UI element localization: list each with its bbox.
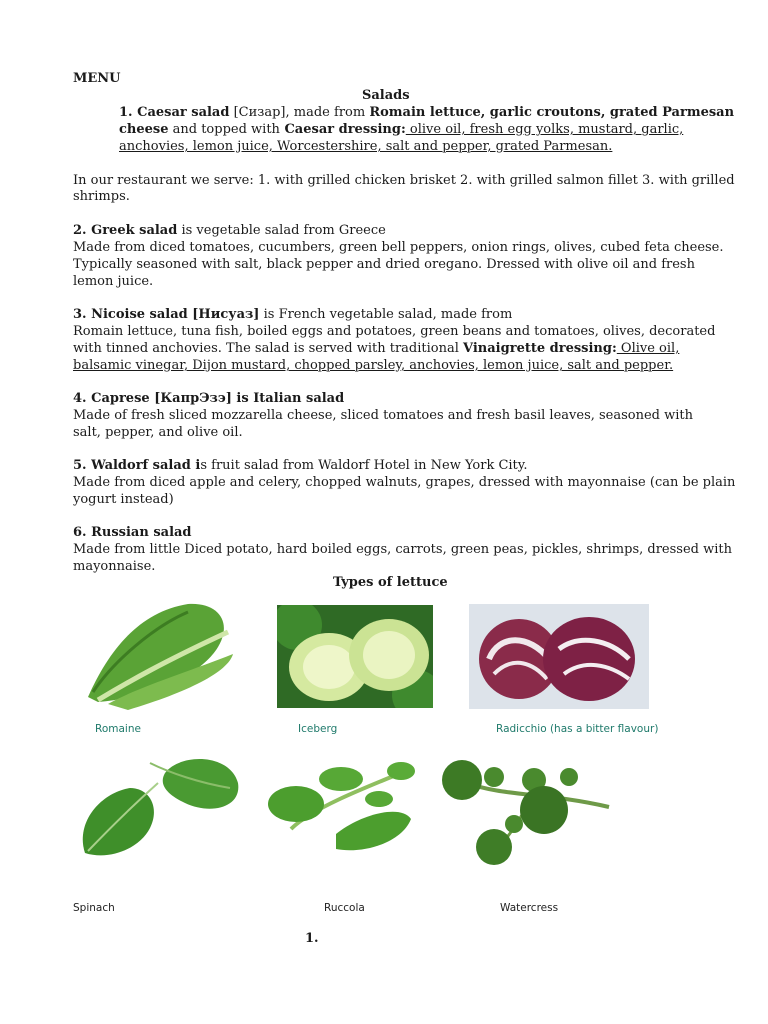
caprese-title: 4. Caprese [КапрЭзэ] is Italian salad xyxy=(73,391,345,406)
nicoise-name: 3. Nicoise salad [Нисуаз] xyxy=(73,307,260,322)
waldorf-name: 5. Waldorf salad i xyxy=(73,458,201,473)
waldorf-line-1: Made from diced apple and celery, chopped walnuts, grapes, dressed with mayonnaise (can be plain xyxy=(73,475,736,490)
caesar-ingredients: Romain lettuce, garlic croutons, grated Parmesan xyxy=(369,105,735,120)
caesar-name: 1. Caesar salad xyxy=(119,105,230,120)
greek-line-2: Typically seasoned with salt, black pepper and dried oregano. Dressed with olive oil and fresh xyxy=(73,257,695,272)
serve-line-2: shrimps. xyxy=(73,189,130,204)
caesar-line-2 xyxy=(119,121,683,138)
radicchio-image xyxy=(469,604,649,709)
iceberg-image xyxy=(277,605,433,708)
spinach-caption: Spinach xyxy=(73,902,115,914)
romaine-caption: Romaine xyxy=(95,723,141,735)
romaine-image xyxy=(68,592,248,718)
caprese-line-2: salt, pepper, and olive oil. xyxy=(73,425,243,440)
waldorf-line-2: yogurt instead) xyxy=(73,492,174,507)
spinach-image xyxy=(70,743,247,865)
radicchio-caption: Radicchio (has a bitter flavour) xyxy=(496,723,659,735)
caesar-line-1 xyxy=(119,104,734,121)
waldorf-desc: s fruit salad from Waldorf Hotel in New York City. xyxy=(200,458,528,473)
caesar-dressing-1: olive oil, fresh egg yolks, mustard, garlic, xyxy=(405,122,684,137)
nicoise-line-1: Romain lettuce, tuna fish, boiled eggs and potatoes, green beans and tomatoes, olives, decorated xyxy=(73,324,716,339)
nicoise-line-2c: Olive oil, xyxy=(616,341,680,356)
caesar-ru: [Сизар], xyxy=(229,105,294,120)
russian-line-1: Made from little Diced potato, hard boiled eggs, carrots, green peas, pickles, shrimps, dressed with xyxy=(73,542,732,557)
caesar-ingredients-2: cheese xyxy=(119,122,169,137)
greek-title xyxy=(73,222,386,239)
greek-line-3: lemon juice. xyxy=(73,274,154,289)
greek-line-1: Made from diced tomatoes, cucumbers, green bell peppers, onion rings, olives, cubed feta cheese. xyxy=(73,240,724,255)
nicoise-title xyxy=(73,306,512,323)
section-title: Salads xyxy=(362,88,410,103)
russian-title: 6. Russian salad xyxy=(73,525,192,540)
nicoise-desc: is French vegetable salad, made from xyxy=(259,307,513,322)
nicoise-line-2a: with tinned anchovies. The salad is served with traditional xyxy=(73,341,464,356)
greek-name: 2. Greek salad xyxy=(73,223,178,238)
ruccola-image xyxy=(251,749,431,869)
caesar-topped: and topped with xyxy=(168,122,280,137)
caesar-made-from: made from xyxy=(293,105,370,120)
caesar-dressing-label: Caesar dressing: xyxy=(279,122,406,137)
footer-number: 1. xyxy=(305,931,319,946)
nicoise-vinaigrette: Vinaigrette dressing: xyxy=(463,341,617,356)
waldorf-title xyxy=(73,457,528,474)
iceberg-caption: Iceberg xyxy=(298,723,338,735)
nicoise-line-2 xyxy=(73,340,679,357)
watercress-image xyxy=(434,752,614,870)
greek-desc: is vegetable salad from Greece xyxy=(177,223,386,238)
caprese-line-1: Made of fresh sliced mozzarella cheese, sliced tomatoes and fresh basil leaves, seasoned with xyxy=(73,408,694,423)
ruccola-caption: Ruccola xyxy=(324,902,365,914)
nicoise-line-3: balsamic vinegar, Dijon mustard, chopped parsley, anchovies, lemon juice, salt and pepper. xyxy=(73,358,674,373)
lettuce-title: Types of lettuce xyxy=(333,575,448,590)
watercress-caption: Watercress xyxy=(500,902,559,914)
caesar-dressing-2: anchovies, lemon juice, Worcestershire, salt and pepper, grated Parmesan. xyxy=(119,139,613,154)
menu-title: MENU xyxy=(73,71,121,86)
serve-line-1: In our restaurant we serve: 1. with grilled chicken brisket 2. with grilled salmon fillet 3. with grilled xyxy=(73,173,735,188)
russian-line-2: mayonnaise. xyxy=(73,559,156,574)
